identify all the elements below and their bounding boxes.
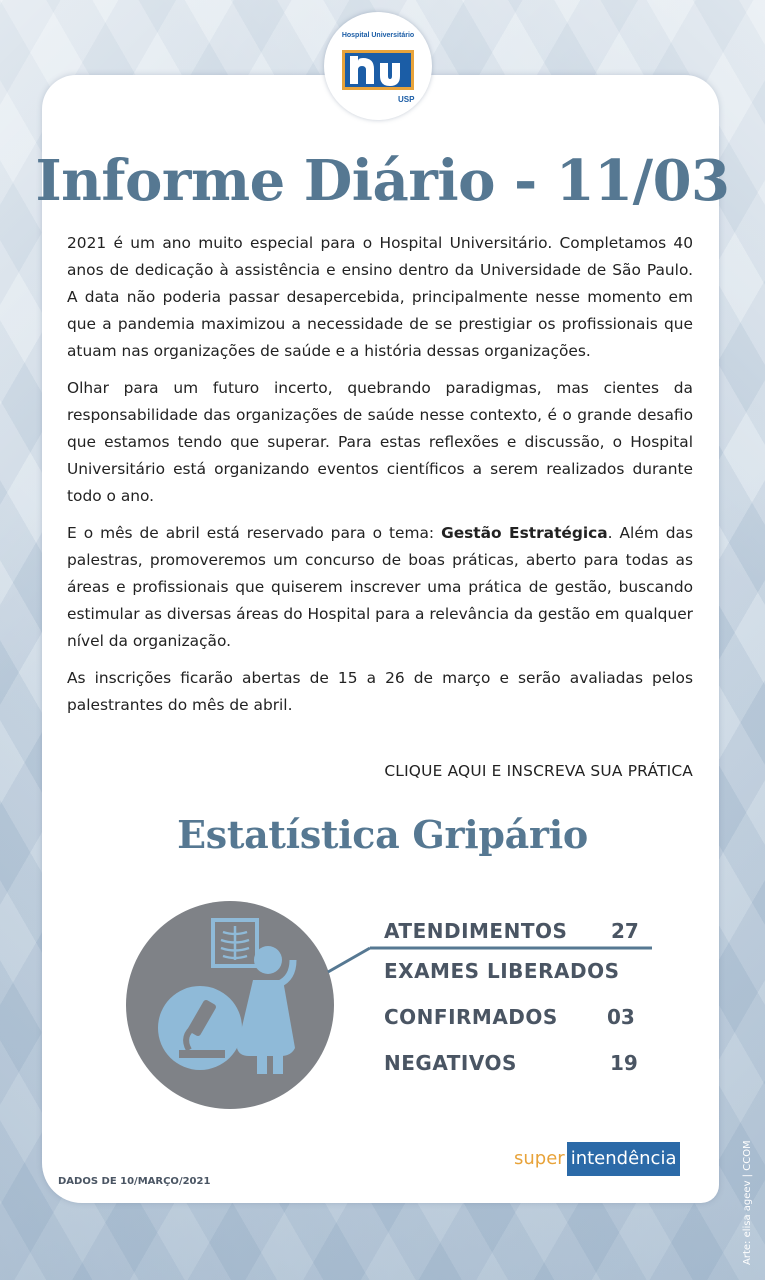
paragraph-3 (67, 520, 693, 655)
negativos-value: 19 (610, 1051, 638, 1075)
theme-highlight: Gestão Estratégica (441, 524, 608, 542)
negativos-label: NEGATIVOS (384, 1051, 517, 1075)
logo-usp-text: USP (398, 95, 415, 104)
body-text (67, 230, 693, 729)
paragraph-1: 2021 é um ano muito especial para o Hospital Universitário. Completamos 40 anos de dedicação à assistência e ensino dentro da Universidade de São Paulo. A data não poderia passar desapercebida, principalmente nesse momento em que a pandemia maximizou a necessidade de se prestigiar os profissionais que atuam nas organizações de saúde e a história dessas organizações. (67, 234, 693, 360)
paragraph-3-start: E o mês de abril está reservado para o tema: (67, 524, 442, 542)
atendimentos-value: 27 (611, 919, 639, 943)
art-credit: Arte: elisa ageev | CCOM (742, 1140, 753, 1265)
superintendencia-logo (514, 1142, 680, 1176)
hospital-logo (324, 12, 432, 120)
logo-top-text: Hospital Universitário (341, 32, 415, 39)
confirmados-label: CONFIRMADOS (384, 1005, 558, 1029)
atendimentos-label: ATENDIMENTOS (384, 919, 568, 943)
microscope-icon (158, 986, 242, 1070)
hu-logo-icon (342, 42, 414, 102)
paragraph-2: Olhar para um futuro incerto, quebrando paradigmas, mas cientes da responsabilidade das organizações de saúde nesse contexto, é o grande desafio que estamos tendo que superar. Para estas reflexões e discussão, o Hospital Universitário está organizando eventos científicos a serem realizados durante todo o ano. (67, 379, 693, 505)
paragraph-3-end: . Além das palestras, promoveremos um concurso de boas práticas, aberto para todas as áreas e profissionais que quiserem inscrever uma prática de gestão, buscando estimular as diversas áreas do Hospital para a relevância da gestão em qualquer nível da organização. (67, 524, 693, 650)
exames-label: EXAMES LIBERADOS (384, 959, 620, 983)
register-link[interactable]: CLIQUE AQUI E INSCREVA SUA PRÁTICA (384, 762, 693, 780)
super-text: super (514, 1148, 565, 1169)
paragraph-4: As inscrições ficarão abertas de 15 a 26 de março e serão avaliadas pelos palestrantes do mês de abril. (67, 669, 693, 714)
intendencia-text: intendência (567, 1142, 681, 1176)
page-title: Informe Diário - 11/03 (35, 148, 730, 214)
confirmados-value: 03 (607, 1005, 635, 1029)
data-date: DADOS DE 10/MARÇO/2021 (58, 1176, 211, 1187)
stats-title: Estatística Gripário (177, 812, 588, 857)
